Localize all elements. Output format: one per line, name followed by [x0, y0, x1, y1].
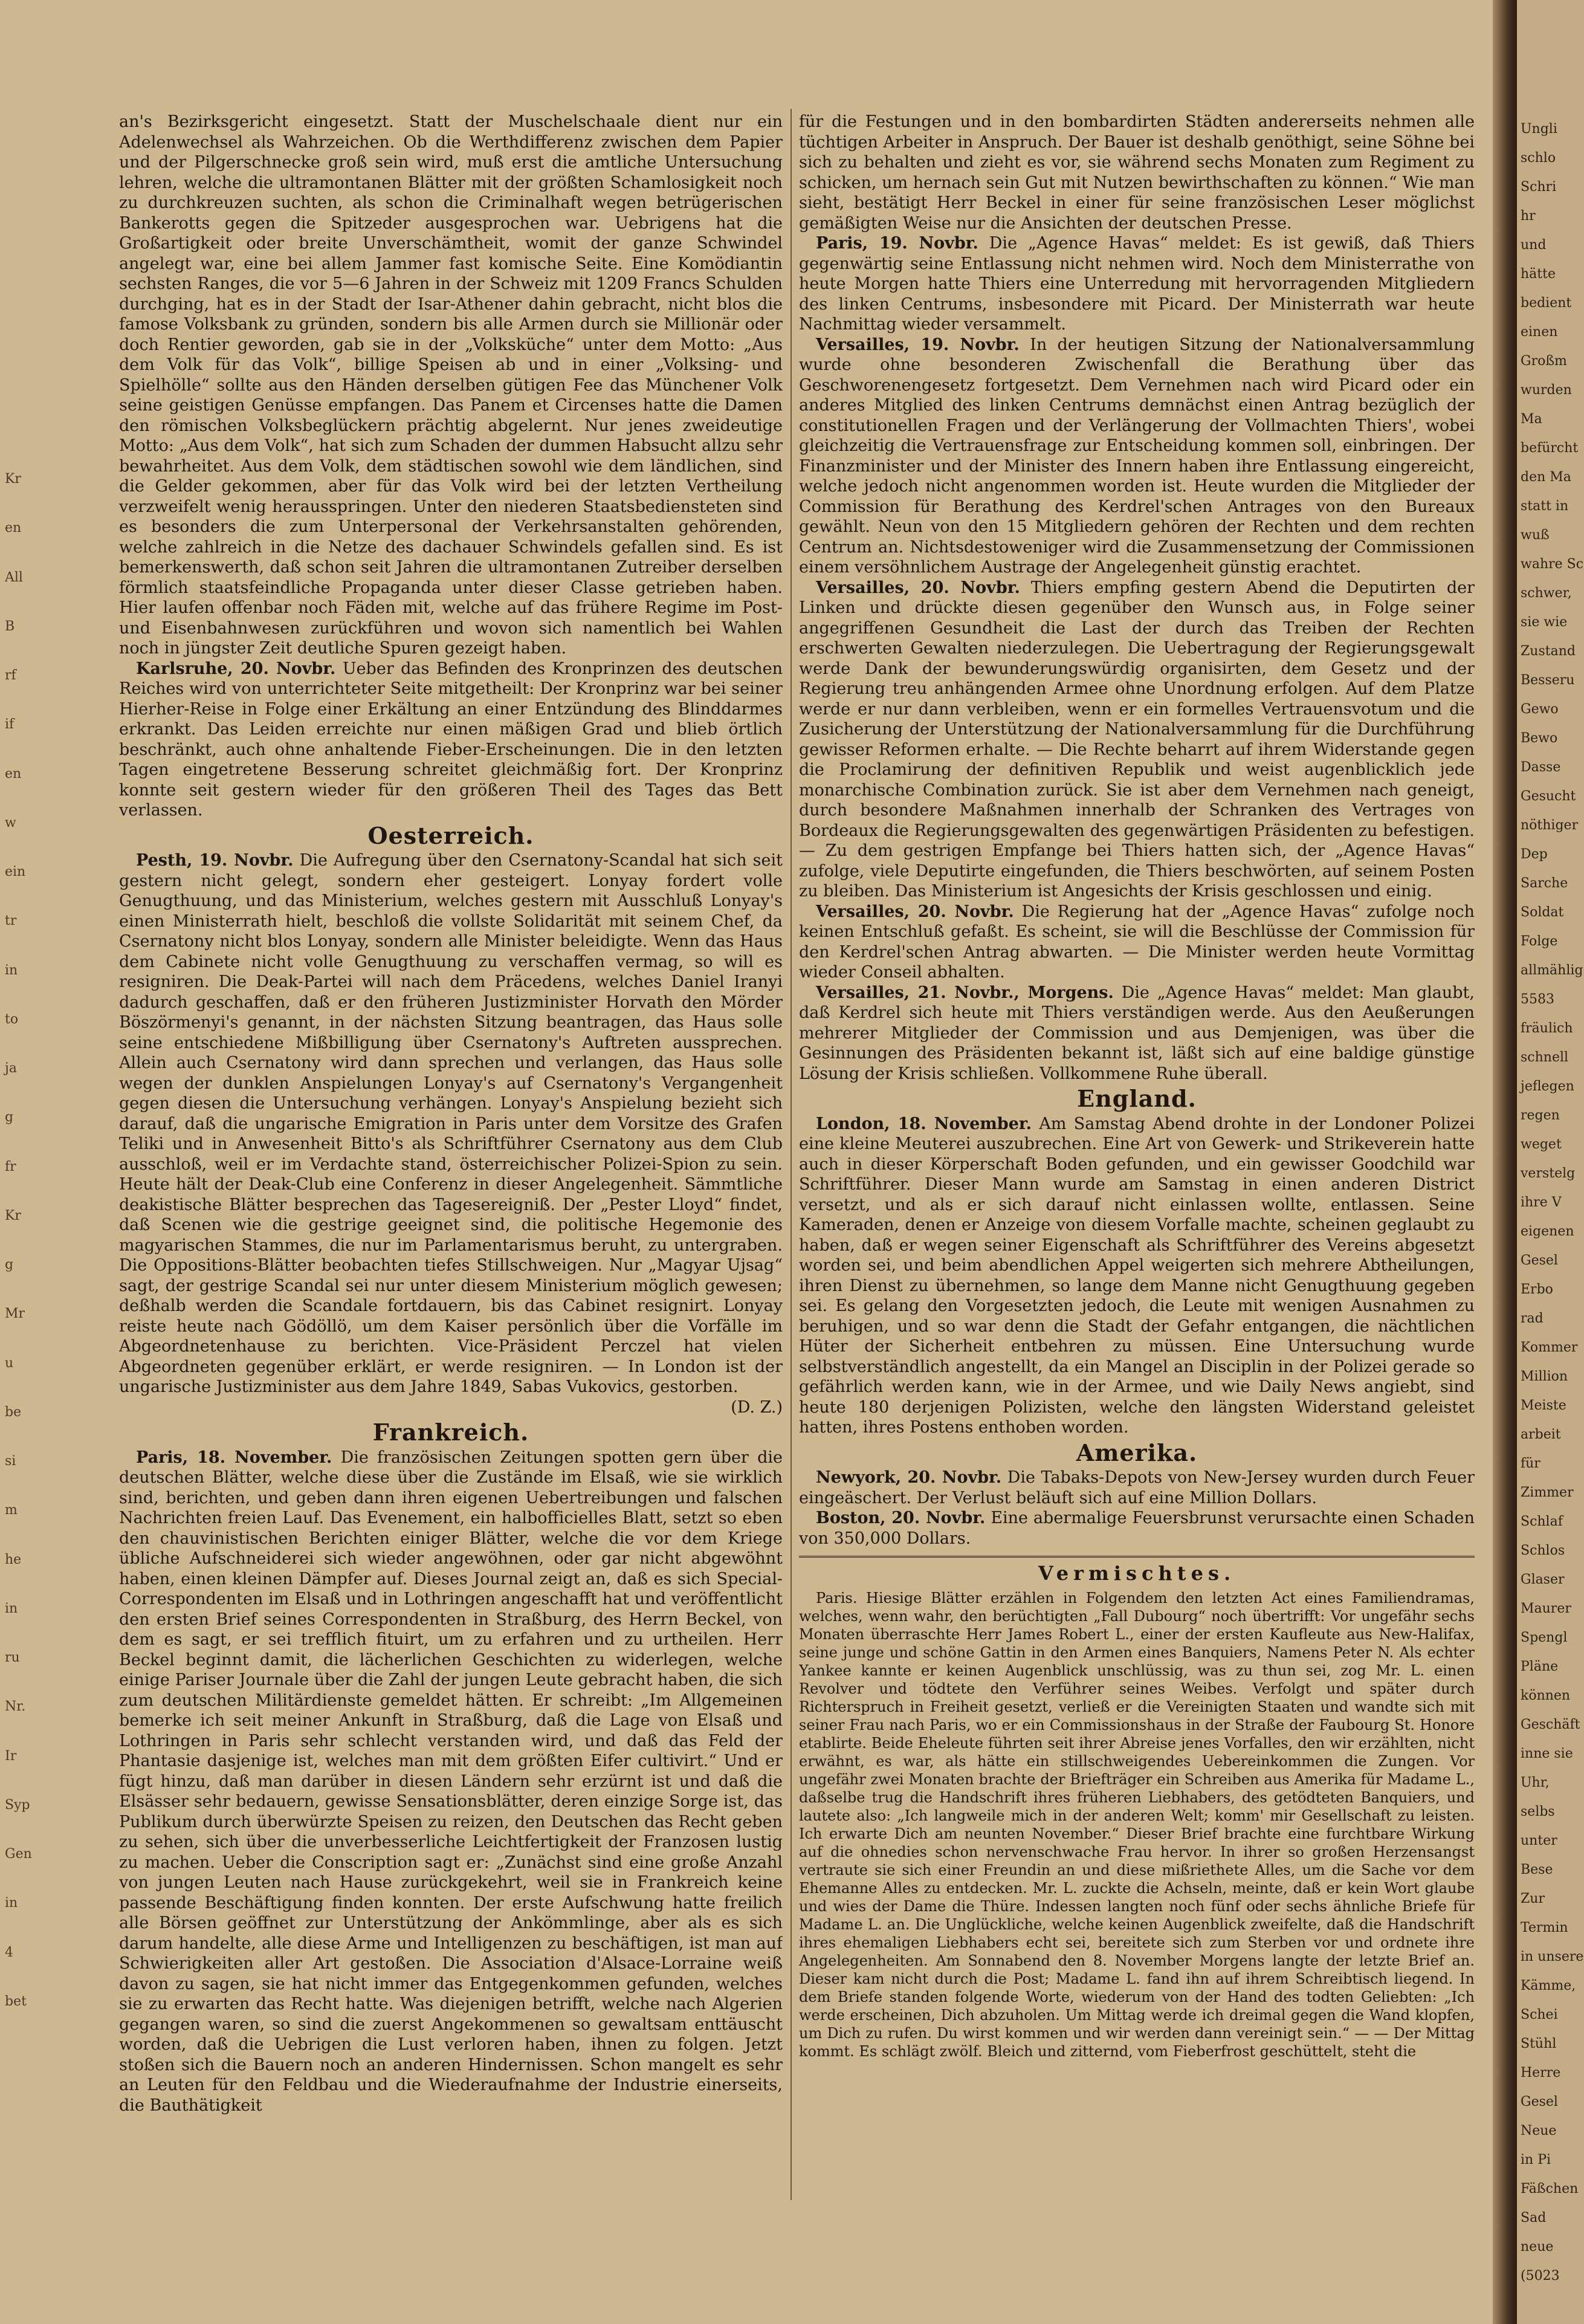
adjacent-page-fragment: schlo: [1521, 151, 1556, 166]
adjacent-page-fragment: Gesucht: [1521, 789, 1576, 804]
adjacent-page-fragment: regen: [1521, 1108, 1560, 1123]
adjacent-page-fragment: Million: [1521, 1369, 1568, 1384]
margin-fragment: B: [5, 618, 15, 634]
adjacent-page-fragment: (5023: [1521, 2268, 1560, 2284]
margin-fragment: rf: [5, 668, 16, 683]
margin-fragment: w: [5, 815, 16, 830]
binding-gutter: [1493, 0, 1517, 2324]
heading-amerika: Amerika.: [1076, 1439, 1198, 1466]
versailles-19-article: [799, 335, 1475, 578]
margin-fragment: in: [5, 962, 18, 978]
adjacent-page-fragment: und: [1521, 238, 1547, 253]
adjacent-page-fragment: Spengl: [1521, 1630, 1568, 1645]
adjacent-page-fragment: wahre Sc: [1521, 557, 1584, 572]
london-dateline: London, 18. November.: [816, 1114, 1032, 1133]
left-paragraph-1: an's Bezirksgericht eingesetzt. Statt der Muschelschaale dient nur ein Adelenwechsel als Wahrzeichen. Ob die Werthdifferenz zwischen dem Papier und der Pilgerschnecke groß sein wird, muß erst die amtliche Untersuchung lehren, welche die ultramontanen Blätter mit der größten Schamlosigkeit noch zu durchkreuzen suchten, als schon die Criminalhaft wegen betrügerischen Bankerotts gegen die Spitzeder ausgesprochen war. Uebrigens hat die Großartigkeit oder breite Unverschämtheit, womit der ganze Schwindel angelegt war, eine bei allem Jammer fast komische Seite. Eine Komödiantin sechsten Ranges, die vor 5—6 Jahren in der Schweiz mit 1209 Francs Schulden durchging, hat es in der Stadt der Isar-Athener dahin gebracht, nicht blos die famose Volksbank zu gründen, sondern bis alle Armen durch sie Millionär oder doch Rentier geworden, gab sie in der „Volksküche“ unter dem Motto: „Aus dem Volk für das Volk“, billige Speisen ab und in einer „Volksing- und Spielhölle“ sollte aus den Händen derselben gütigen Fee das Münchener Volk seine geistigen Genüsse empfangen. Das Panem et Circenses hatte die Damen den römischen Volksbeglückern prächtig abgelernt. Nur jenes zweideutige Motto: „Aus dem Volk“, hat sich zum Schaden der dummen Habsucht allzu sehr bewahrheitet. Aus dem Volk, dem städtischen sowohl wie dem ländlichen, sind die Gelder gekommen, aber für das Volk wird bei der letzten Vertheilung verzweifelt wenig herausspringen. Unter den niederen Staatsbediensteten sind es besonders die zum Unterpersonal der Verkehrsanstalten gehörenden, welche zahlreich in die Netze des dachauer Schwindels gefallen sind. Es ist bemerkenswerth, daß schon seit Jahren die ultramontanen Zutreiber derselben förmlich staatsfeindliche Propaganda unter dieser Classe getrieben haben. Hier laufen offenbar noch Fäden mit, welche auf das frühere Regime im Post- und Eisenbahnwesen zurückführen und wovon sich namentlich bei Wahlen noch in jüngster Zeit deutliche Spuren gezeigt haben.: [119, 112, 783, 658]
adjacent-page-fragment: in Pi: [1521, 2152, 1551, 2167]
karlsruhe-article: [119, 659, 783, 821]
margin-fragment: Kr: [5, 471, 21, 487]
adjacent-page-fragment: Zur: [1521, 1891, 1545, 1906]
vermischtes-text: Paris. Hiesige Blätter erzählen in Folgendem den letzten Act eines Familiendramas, welches, wenn wahr, den berüchtigten „Fall Dubourg“ noch übertrifft: Vor ungefähr sechs Monaten überraschte Herr James Robert L., einer der ersten Kaufleute aus New-Halifax, seine junge und schöne Gattin in den Armen eines Banquiers, Namens Peter N. Als echter Yankee kannte er keinen Augenblick unschlüssig, was zu thun sei, zog Mr. L. einen Revolver und tödtete den Verführer seines Weibes. Verfolgt und später durch Richterspruch in Freiheit gesetzt, verließ er die Vereinigten Staaten und wandte sich mit seiner Frau nach Paris, wo er ein Commissionshaus in der Straße der Faubourg St. Honore etablirte. Beide Eheleute führten seit ihrer Abreise jenes Vorfalles, den wir erzählten, nicht erwähnt, es war, als hätte ein stillschweigendes Uebereinkommen die Zungen. Vor ungefähr zwei Monaten brachte der Briefträger ein Schreiben aus Amerika für Madame L., daßselbe trug die Handschrift ihres früheren Liebhabers, des getödteten Banquiers, und lautete also: „Ich langweile mich in der anderen Welt; komm' mir Gesellschaft zu leisten. Ich erwarte Dich am neunten November.“ Dieser Brief brachte eine furchtbare Wirkung auf die ohnedies schon nervenschwache Frau hervor. In ihrer so großen Herzensangst vertraute sie sich einer Freundin an und diese mißriethete Alles, um die Sache vor dem Ehemanne Alles zu entdecken. Mr. L. zuckte die Achseln, meinte, daß er kein Wort glaube und wies der Dame die Thüre. Indessen langten noch fünf oder sechs ähnliche Briefe für Madame L. an. Die Unglückliche, welche keinen Augenblick zweifelte, daß die Handschrift ihres ehemaligen Liebhabers echt sei, bereitete sich zum Sterben vor und ordnete ihre Angelegenheiten. Am Sonnabend den 8. November Morgens langte der letzte Brief an. Dieser kam nicht durch die Post; Madame L. fand ihn auf ihrem Schreibtisch liegend. In dem Briefe standen folgende Worte, wiederum von der Hand des todten Geliebten: „Ich werde erscheinen, Dich abzuholen. Um Mittag werde ich dreimal gegen die Wand klopfen, um Dich zu rufen. Du wirst kommen und wir werden dann vereinigt sein.“ — — Der Mittag kommt. Es schlägt zwölf. Bleich und zitternd, vom Fieberfrost geschüttelt, steht die: [799, 1589, 1475, 2060]
margin-fragment: Kr: [5, 1208, 21, 1223]
adjacent-page-fragment: Gewo: [1521, 702, 1559, 717]
versailles-20b-text: Die Regierung hat der „Agence Havas“ zufolge noch keinen Entschluß gefaßt. Es scheint, sie will die Beschlüsse der Commission für den Kerdrel'schen Antrag abwarten. — Die Minister werden heute Vormittag wieder Conseil abhalten.: [799, 902, 1475, 982]
margin-fragment: if: [5, 717, 15, 733]
versailles-20a-dateline: Versailles, 20. Novbr.: [816, 578, 1020, 597]
karlsruhe-text: Ueber das Befinden des Kronprinzen des deutschen Reiches wird von unterrichteter Seite mitgetheilt: Der Kronprinz war bei seiner Hierher-Reise in Folge einer Erkältung an einer Entzündung des Blinddarmes erkrankt. Das Leiden erreichte nur einen mäßigen Grad und blieb örtlich beschränkt, auch ohne anhaltende Fieber-Erscheinungen. Die in den letzten Tagen eingetretene Besserung schreitet gleichmäßig fort. Der Kronprinz konnte seit gestern wieder für den größeren Theil des Tages das Bett verlassen.: [119, 659, 783, 820]
adjacent-page-fragment: bedient: [1521, 296, 1572, 311]
adjacent-page-fragment: den Ma: [1521, 470, 1571, 485]
left-margin-fragments: [0, 0, 91, 2324]
column-rule: [790, 109, 792, 2200]
adjacent-page-fragment: allmählig: [1521, 963, 1583, 978]
adjacent-page-fragment: Besseru: [1521, 673, 1575, 688]
margin-fragment: Ir: [5, 1748, 17, 1764]
margin-fragment: Gen: [5, 1847, 32, 1862]
versailles-21-dateline: Versailles, 21. Novbr., Morgens.: [816, 983, 1114, 1002]
margin-fragment: en: [5, 520, 22, 536]
adjacent-page-fragment: Geschäft: [1521, 1717, 1580, 1732]
margin-fragment: m: [5, 1503, 18, 1518]
adjacent-page-fragment: wuß: [1521, 528, 1550, 543]
adjacent-page-fragment: Stühl: [1521, 2036, 1557, 2051]
adjacent-page-fragment: Kommer: [1521, 1340, 1578, 1355]
paris-dateline: Paris, 18. November.: [136, 1448, 332, 1467]
margin-fragment: Mr: [5, 1306, 25, 1322]
adjacent-page-fragment: in unsere: [1521, 1949, 1584, 1964]
right-column: [799, 112, 1475, 2179]
adjacent-page-fragment: Ungli: [1521, 121, 1557, 137]
left-column: [119, 112, 783, 2167]
adjacent-page-fragment: Kämme,: [1521, 1978, 1576, 1993]
adjacent-page-fragment: Schri: [1521, 180, 1557, 195]
boston-text: Eine abermalige Feuersbrunst verursachte einen Schaden von 350,000 Dollars.: [799, 1509, 1475, 1548]
adjacent-page-fragment: Termin: [1521, 1920, 1568, 1935]
margin-fragment: en: [5, 766, 22, 782]
adjacent-page-fragment: arbeit: [1521, 1427, 1561, 1442]
adjacent-page-fragment: können: [1521, 1688, 1571, 1703]
paris-19-text: Die „Agence Havas“ meldet: Es ist gewiß, daß Thiers gegenwärtig seine Entlassung nicht nehmen wird. Noch dem Ministerrathe von heute Morgen hatte Thiers eine Unterredung mit hervorragenden Mitgliedern des linken Centrums, insbesondere mit Picard. Der Ministerrath war heute Nachmittag wieder versammelt.: [799, 234, 1475, 334]
adjacent-page-fragment: für: [1521, 1456, 1540, 1471]
pesth-text: Die Aufregung über den Csernatony-Scandal hat sich seit gestern nicht gelegt, sondern eher gesteigert. Lonyay fordert volle Genugthuung, und das Ministerium, welches gestern mit Ausschluß Lonyay's einen Ministerrath hielt, beschloß die vollste Solidarität mit seinem Chef, da Csernatony nicht blos Lonyay, sondern alle Minister beleidigte. Wenn das Haus dem Cabinete nicht volle Genugthuung zu verschaffen vermag, so will es resigniren. Die Deak-Partei will nach dem Präcedens, welches Daniel Iranyi dadurch geschaffen, daß er den früheren Justizminister Horvath den Mörder Böszörmenyi's genannt, in der nächsten Sitzung beantragen, das Haus solle seine entschiedene Mißbilligung über Csernatony's Auftreten aussprechen. Allein auch Csernatony wird dann sprechen und verlangen, das Haus solle wegen der dunklen Anspielungen Lonyay's auf Csernatony's Vergangenheit gegen diesen die Untersuchung verhängen. Lonyay's Anspielung bezieht sich darauf, daß die ungarische Emigration in Paris unter dem Vorsitze des Grafen Teliki und in Anwesenheit Bitto's als Schriftführer Csernatony aus dem Club ausschloß, weil er im Verdachte stand, österreichischer Polizei-Spion zu sein. Heute hält der Deak-Club eine Conferenz in dieser Angelegenheit. Sämmtliche deakistische Blätter besprechen das Tagesereigniß. Der „Pester Lloyd“ findet, daß Scenen wie die gestrige geeignet sind, die politische Hegemonie des magyarischen Stammes, die nur im Parlamentarismus beruht, zu untergraben. Die Oppositions-Blätter beobachten tiefes Stillschweigen. Nur „Magyar Ujsag“ sagt, der gestrige Scandal sei nur unter diesem Ministerium möglich gewesen; deßhalb werden die Scandale fortdauern, bis das Cabinet resignirt. Lonyay reiste heute nach Gödöllö, um dem Kaiser persönlich über die Vorfälle im Abgeordnetenhause zu berichten. Vice-Präsident Perczel hat vielen Abgeordneten gegenüber erklärt, er werde resigniren. — In London ist der ungarische Justizminister aus dem Jahre 1849, Sabas Vukovics, gestorben.: [119, 851, 783, 1396]
versailles-20b-dateline: Versailles, 20. Novbr.: [816, 902, 1014, 921]
margin-fragment: g: [5, 1257, 14, 1272]
versailles-19-text: In der heutigen Sitzung der Nationalversammlung wurde ohne besonderen Zwischenfall die Berathung über das Geschworenengesetz fortgesetzt. Dem Vernehmen nach wird Picard oder ein anderes Mitglied des linken Centrums demnächst einen Antrag bezüglich der constitutionellen Fragen und der Verlängerung der Vollmachten Thiers', wobei gleichzeitig die Vertrauensfrage zur Entscheidung kommen soll, einbringen. Der Finanzminister und der Minister des Innern haben ihre Entlassung eingereicht, welche jedoch nicht angenommen worden ist. Heute wurden die Mitglieder der Commission für Berathung des Kerdrel'schen Antrages von den Bureaux gewählt. Neun von den 15 Mitgliedern gehören der Rechten und dem rechten Centrum an. Nichtsdestoweniger wird die Zusammensetzung der Commissionen einem versöhnlichem Austrage der Angelegenheit günstig erachtet.: [799, 335, 1475, 577]
pesth-dateline: Pesth, 19. Novbr.: [136, 851, 294, 870]
adjacent-page-fragment: hätte: [1521, 267, 1556, 282]
margin-fragment: ja: [5, 1061, 17, 1076]
margin-fragment: to: [5, 1011, 19, 1027]
adjacent-page-fragment: Dep: [1521, 847, 1548, 862]
adjacent-page-fragment: Folge: [1521, 934, 1558, 949]
margin-fragment: ein: [5, 864, 26, 879]
right-paragraph-1: für die Festungen und in den bombardirten Städten andererseits nehmen alle tüchtigen Arbeiter in Anspruch. Der Bauer ist deshalb genöthigt, seine Söhne bei sich zu behalten und zieht es vor, sie während sechs Monaten zum Regiment zu schicken, um hernach sein Gut mit Nutzen bewirthschaften zu können.“ Wie man sieht, bestätigt Herr Beckel in einer für seine französischen Leser möglichst gemäßigten Weise nur die Ansichten der deutschen Presse.: [799, 112, 1475, 233]
margin-fragment: Syp: [5, 1797, 30, 1813]
adjacent-page-fragment: nöthiger: [1521, 818, 1579, 833]
adjacent-page-fragment: Neue: [1521, 2123, 1557, 2138]
adjacent-page-fragment: Gesel: [1521, 2094, 1558, 2109]
adjacent-page-fragment: Uhr,: [1521, 1775, 1550, 1790]
adjacent-page-fragment: wurden: [1521, 383, 1572, 398]
adjacent-page-fragment: statt in: [1521, 499, 1569, 514]
versailles-19-dateline: Versailles, 19. Novbr.: [816, 335, 1020, 354]
adjacent-page-fragment: hr: [1521, 209, 1536, 224]
paris-article: [119, 1448, 783, 2116]
section-divider: [799, 1556, 1475, 1558]
margin-fragment: g: [5, 1110, 14, 1125]
margin-fragment: be: [5, 1404, 22, 1420]
margin-fragment: he: [5, 1552, 22, 1567]
adjacent-page-fragment: Soldat: [1521, 905, 1564, 920]
pesth-source: (D. Z.): [731, 1397, 783, 1417]
adjacent-page-fragment: Herre: [1521, 2065, 1561, 2080]
margin-fragment: u: [5, 1355, 14, 1371]
adjacent-page-fragments: [1517, 0, 1584, 2324]
margin-fragment: fr: [5, 1159, 16, 1174]
adjacent-page-fragment: sie wie: [1521, 615, 1568, 630]
margin-fragment: Nr.: [5, 1699, 26, 1715]
margin-fragment: tr: [5, 913, 17, 929]
adjacent-page-fragment: Glaser: [1521, 1572, 1565, 1587]
margin-fragment: 4: [5, 1944, 13, 1960]
adjacent-page-fragment: Erbo: [1521, 1282, 1553, 1297]
margin-fragment: in: [5, 1895, 18, 1911]
adjacent-page-fragment: Dasse: [1521, 760, 1561, 775]
versailles-20b-article: [799, 902, 1475, 983]
adjacent-page-fragment: Gesel: [1521, 1253, 1558, 1268]
pesth-article: [119, 850, 783, 1397]
karlsruhe-dateline: Karlsruhe, 20. Novbr.: [136, 659, 336, 678]
heading-vermischtes: Vermischtes.: [1038, 1562, 1236, 1585]
london-article: [799, 1114, 1475, 1438]
adjacent-page-fragment: Fäßchen: [1521, 2181, 1579, 2196]
adjacent-page-fragment: verstelg: [1521, 1166, 1576, 1181]
newyork-dateline: Newyork, 20. Novbr.: [816, 1468, 1002, 1487]
heading-oesterreich: Oesterreich.: [367, 821, 534, 849]
adjacent-page-fragment: Ma: [1521, 412, 1542, 427]
adjacent-page-fragment: Maurer: [1521, 1601, 1571, 1616]
adjacent-page-fragment: Zustand: [1521, 644, 1576, 659]
versailles-20a-text: Thiers empfing gestern Abend die Deputirten der Linken und drückte diesen gegenüber den Wunsch aus, in Folge seiner angegriffenen Gesundheit die Last der durch das Treiben der Rechten erschwerten Gewalten niederzulegen. Die Uebertragung der Regierungsgewalt werde Dank der bewunderungswürdig organisirten, dem Gesetz und der Regierung treu anhängenden Armee ohne Unordnung erfolgen. Auf dem Platze werde er nur dann verbleiben, wenn er ein formelles Vertrauensvotum und die Zusicherung der Unterstützung der Nationalversammlung für die Durchführung gewisser Reformen erhalte. — Die Rechte beharrt auf ihrem Widerstande gegen die Proclamirung der definitiven Republik und weist augenblicklich jede monarchische Combination zurück. Sie ist aber dem Vernehmen nach geneigt, durch besondere Maßnahmen innerhalb der Schranken des Vertrages von Bordeaux die Regierungsgewalten des gegenwärtigen Präsidenten zu befestigen. — Zu dem gestrigen Empfange bei Thiers hatten sich, der „Agence Havas“ zufolge, viele Deputirte eingefunden, die Thiers beschwörten, auf seinem Posten zu bleiben. Das Ministerium ist Angesichts der Krisis geschlossen und einig.: [799, 578, 1475, 901]
adjacent-page-fragment: Schlos: [1521, 1543, 1565, 1558]
adjacent-page-fragment: fräulich: [1521, 1021, 1573, 1036]
margin-fragment: ru: [5, 1650, 20, 1665]
london-text: Am Samstag Abend drohte in der Londoner Polizei eine kleine Meuterei auszubrechen. Eine Art von Gewerk- und Strikeverein hatte auch in dieser Körperschaft Boden gefunden, und ein gewisser Goodchild war Schriftführer. Dieser Mann wurde am Samstag in einen anderen District versetzt, und als er sich darauf nicht einlassen wollte, entlassen. Seine Kameraden, denen er Anzeige von diesem Vorfalle machte, scheinen geglaubt zu haben, daß er wegen seiner Eigenschaft als Schriftführer des Vereins abgesetzt worden sei, und beim abendlichen Appel weigerten sich mehrere Abtheilungen, ihren Dienst zu übernehmen, so lange dem Manne nicht Genugthuung gegeben sei. Es gelang den Vorgesetzten jedoch, die Leute mit wenigen Ausnahmen zu beruhigen, und so war denn die Stadt der Gefahr entgangen, die nächtlichen Hüter der Sicherheit entbehren zu müssen. Eine Untersuchung wurde selbstverständlich angestellt, da ein Mangel an Disciplin in der Polizei gerade so gefährlich werden kann, wie in der Armee, und wie Daily News angiebt, sind heute 180 derjenigen Polizisten, welche den längsten Widerstand geleistet hatten, ihres Postens enthoben worden.: [799, 1114, 1475, 1437]
adjacent-page-fragment: Bese: [1521, 1862, 1553, 1877]
boston-dateline: Boston, 20. Novbr.: [816, 1509, 986, 1527]
adjacent-page-fragment: Bewo: [1521, 731, 1558, 746]
adjacent-page-fragment: jeflegen: [1521, 1079, 1574, 1094]
adjacent-page-fragment: unter: [1521, 1833, 1557, 1848]
adjacent-page-fragment: Meiste: [1521, 1398, 1566, 1413]
heading-england: England.: [1077, 1085, 1197, 1112]
margin-fragment: si: [5, 1454, 16, 1469]
adjacent-page-fragment: Sad: [1521, 2210, 1547, 2225]
adjacent-page-fragment: Großm: [1521, 354, 1567, 369]
margin-fragment: All: [5, 569, 23, 585]
adjacent-page-fragment: Schei: [1521, 2007, 1558, 2022]
adjacent-page-fragment: selbs: [1521, 1804, 1555, 1819]
adjacent-page-fragment: befürcht: [1521, 441, 1579, 456]
margin-fragment: in: [5, 1601, 18, 1616]
versailles-21-text: Die „Agence Havas“ meldet: Man glaubt, daß Kerdrel sich heute mit Thiers verständigen werde. Aus den Aeußerungen mehrerer Mitglieder der Commission und aus Demjenigen, was über die Gesinnungen des Präsidenten bekannt ist, läßt sich auf eine baldige günstige Lösung der Krisis schließen. Vollkommene Ruhe überall.: [799, 983, 1475, 1083]
adjacent-page-fragment: Pläne: [1521, 1659, 1559, 1674]
versailles-20a-article: [799, 578, 1475, 902]
adjacent-page-fragment: einen: [1521, 325, 1558, 340]
paris-19-dateline: Paris, 19. Novbr.: [816, 234, 978, 253]
adjacent-page-fragment: rad: [1521, 1311, 1544, 1326]
adjacent-page-fragment: neue: [1521, 2239, 1554, 2254]
adjacent-page-fragment: schnell: [1521, 1050, 1569, 1065]
adjacent-page-fragment: inne sie: [1521, 1746, 1573, 1761]
paris-19-article: [799, 233, 1475, 335]
adjacent-page-fragment: weget: [1521, 1137, 1562, 1152]
heading-frankreich: Frankreich.: [372, 1419, 529, 1446]
paris-text: Die französischen Zeitungen spotten gern über die deutschen Blätter, welche diese über die Zustände im Elsaß, wie sie wirklich sind, berichten, und geben dann ihren eigenen Uebertreibungen und falschen Nachrichten freien Lauf. Das Evenement, ein halbofficielles Blatt, setzt so eben den chauvinistischen Berichten einiger Blätter, welche die vor dem Kriege übliche Aufschneiderei sich wieder angewöhnen, oder gar nicht abgewöhnt haben, einen kleinen Dämpfer auf. Dieses Journal zeigt an, daß es sich Special-Correspondenten im Elsaß und in Lothringen angeschafft hat und veröffentlicht den ersten Brief seines Correspondenten in Straßburg, des Herrn Beckel, von dem es sagt, er sei trefflich fituirt, um zu erfahren und zu urtheilen. Herr Beckel beginnt damit, die lächerlichen Geschichten zu widerlegen, welche einige Pariser Journale über die Zahl der jungen Leute gebracht haben, die sich zum deutschen Militärdienste gemeldet hätten. Er schreibt: „Im Allgemeinen bemerke ich seit meiner Ankunft in Straßburg, daß die Lage von Elsaß und Lothringen in Paris sehr schlecht verstanden wird, und daß das Feld der Phantasie dasjenige ist, welches man mit dem größten Eifer cultivirt.“ Und er fügt hinzu, daß man darüber in diesen Ländern sehr erzürnt ist und daß die Elsässer sehr bedauern, gewisse Sensationsblätter, deren einzige Sorge ist, das Publikum durch überwürzte Speisen zu reizen, den Deutschen das Recht geben zu sehen, sich über die unverbesserliche Leichtfertigkeit der Franzosen lustig zu machen. Ueber die Conscription sagt er: „Zunächst sind eine große Anzahl von jungen Leuten nach Hause zurückgekehrt, weil sie in Frankreich keine passende Beschäftigung finden konnten. Der erste Aufschwung hatte freilich alle Börsen geöffnet zur Unterstützung der Ankömmlinge, aber als es sich darum handelte, alle diese Arme und Intelligenzen zu beschäftigen, ist man auf Schwierigkeiten aller Art gestoßen. Die Association d'Alsace-Lorraine weiß davon zu sagen, sie hat nicht immer das Entgegenkommen gefunden, welches sie zu erwarten das Recht hatte. Was diejenigen betrifft, welche nach Algerien gegangen waren, so sind die zuerst Angekommenen so gewaltsam enttäuscht worden, daß die Uebrigen die Lust verloren haben, ihnen zu folgen. Jetzt stoßen sich die Bauern noch an anderen Hindernissen. Schon mangelt es sehr an Leuten für den Feldbau und die Wiederaufnahme der Industrie einerseits, die Bauthätigkeit: [119, 1448, 783, 2115]
newyork-text: Die Tabaks-Depots von New-Jersey wurden durch Feuer eingeäschert. Der Verlust beläuft sich auf eine Million Dollars.: [799, 1468, 1475, 1507]
adjacent-page-fragment: Zimmer: [1521, 1485, 1574, 1500]
versailles-21-article: [799, 983, 1475, 1084]
adjacent-page-fragment: ihre V: [1521, 1195, 1562, 1210]
boston-article: [799, 1508, 1475, 1549]
vermischtes-section: [799, 1564, 1475, 2060]
adjacent-page-fragment: Sarche: [1521, 876, 1568, 891]
adjacent-page-fragment: 5583: [1521, 992, 1554, 1007]
newyork-article: [799, 1468, 1475, 1508]
adjacent-page-fragment: schwer,: [1521, 586, 1572, 601]
adjacent-page-fragment: Schlaf: [1521, 1514, 1563, 1529]
margin-fragment: bet: [5, 1993, 27, 2009]
adjacent-page-fragment: eigenen: [1521, 1224, 1574, 1239]
